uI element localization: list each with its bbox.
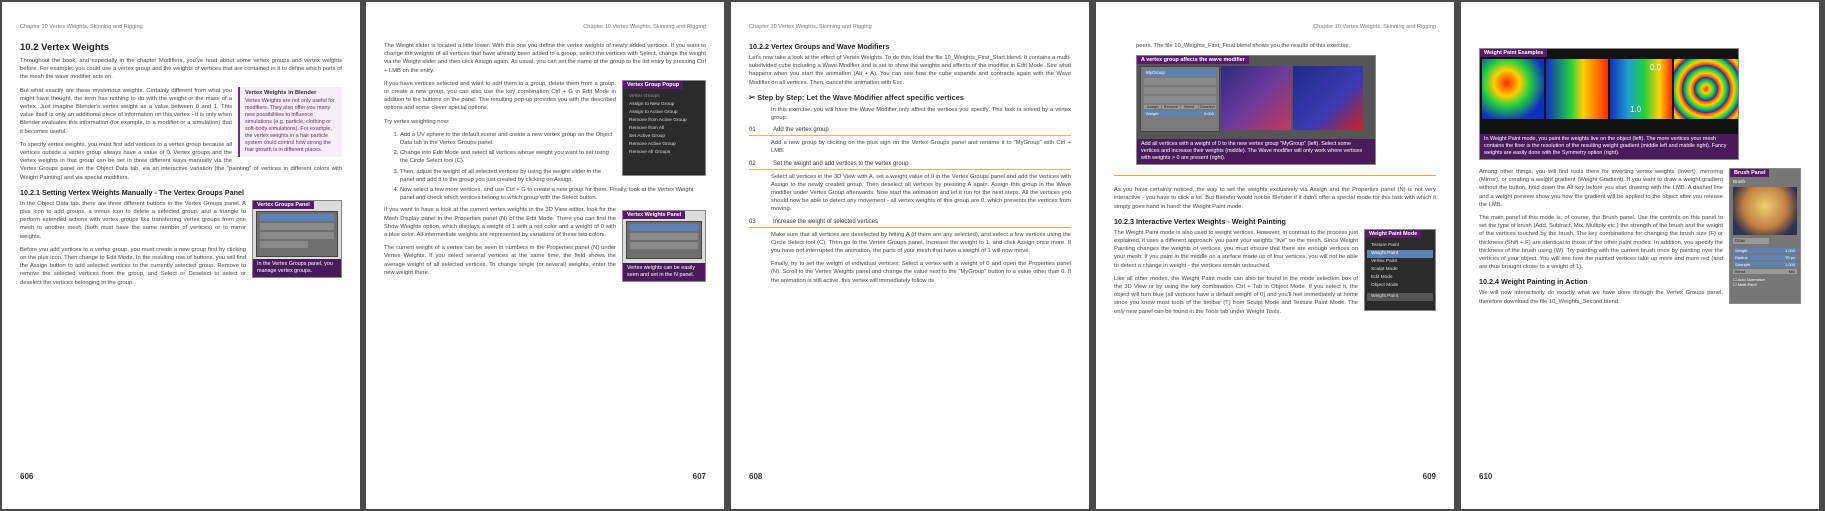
step-heading: 03 Increase the weight of selected vertices (749, 219, 1071, 228)
list-item: 2. Change into Edit Mode and select all vertices whose weight you want to set using the Circle Select tool (C). (400, 149, 706, 165)
brush-header[interactable]: Brush (1733, 179, 1746, 184)
menu-item[interactable]: Remove from Active Group (629, 117, 687, 123)
weight-label: 1.0 (1630, 105, 1642, 114)
paragraph: Let's now take a look at the effect of Vertex Weights. To do this, load the file 10_Weights_First_Start.blend. It contains a multi-subdivided cube including a Wave Modifier and is set to show the weights and effects of the modifier in Edit Mode. See what happens when you start the animation (Alt + A). You can see how the cube expands and contracts again with the Wave Modifier on all vertices. Then, cancel the animation with Esc. (749, 55, 1071, 86)
paragraph: Add a new group by clicking on the plus sign on the Vertex Groups panel and rename it to "MyGroup" with Ctrl + LMB. (771, 140, 1071, 155)
divider (1114, 175, 1436, 176)
paragraph: The Weight Paint mode is also used to weight vertices. However, in contrast to the process just explained, it uses a different approach: you paint your weights "live" on the mesh. Since Weight Painting changes the weights of vertices, you must ensure that there are enough vertices on your mesh. If you paint in the middle on a surface made up of four vertices, you will not be able to detect a change in weight - the vertices remain untouched. (1114, 229, 1358, 269)
vertex-group-popup-figure (622, 80, 706, 176)
panel-screenshot (256, 211, 338, 257)
menu-item[interactable]: Assign to New Group (629, 101, 675, 107)
figure-title: Weight Paint Examples (1480, 49, 1547, 57)
figure-title: A vertex group affects the wave modifier (1137, 56, 1249, 64)
paragraph: To specify vertex weights, you must first add vertices to a vertex group because all vertices outside a vertex group always have a value of 0. Vertex groups and the vertex weights in that group can be set in three different ways manually via the Vertex Groups panel on the Object Data tab, via an interactive variation (the "painting" of vertices in different colors with Weight Painting) and via special modifiers. (20, 141, 342, 181)
auto-normalize-checkbox[interactable]: ☐ Auto Normalize (1733, 277, 1765, 282)
assign-button[interactable]: Assign (1144, 105, 1161, 109)
figure-title: Weight Paint Mode (1365, 230, 1421, 238)
page-number: 610 (1479, 472, 1493, 481)
section-heading: 10.2 Vertex Weights (20, 42, 110, 53)
mode-menu (1367, 241, 1433, 302)
page-610 (1461, 2, 1819, 509)
paragraph: In this exercise, you will have the Wave Modifier only affect the vertices you specify. This task is solved by a vertex group. (771, 106, 1071, 122)
vertex-weights-figure (622, 210, 706, 282)
paragraph: In the Object Data tab, there are three different buttons in the Vertex Groups panel. A plus icon to add groups, a minus icon to delete a selected group, and a triangle to perform extended actions with vertex groups like transferring vertex groups from one mesh to another mesh (both must have the same number of vertices) or to mirror weights. (20, 200, 246, 240)
wave-modifier-figure (1136, 55, 1376, 165)
list-item: 3. Then, adjust the weight of all selected vertices by using the weight slider in the panel and add it to the group you just created by clicking on Assign. (400, 168, 706, 184)
heatmap-render (1674, 59, 1738, 119)
panel-screenshot (626, 221, 702, 259)
paragraph: Make sure that all vertices are deselected by hitting A (if there are any selected), and select a few vertices using the Circle Select tool (C). Then go to the Vertex Groups panel. Increase the weight to 1, and click Assign once more. If you have not interrupted the animation, the parts of your mesh that have a weight of 1 will now move. (771, 231, 1071, 255)
running-header: Chapter 10 Vertex Weights, Skinning and Rigging (583, 24, 706, 30)
running-header: Chapter 10 Vertex Weights, Skinning and Rigging (20, 24, 143, 30)
page-number: 606 (20, 472, 34, 481)
figure-title: Brush Panel (1730, 169, 1769, 177)
figure-title: Vertex Groups Panel (253, 201, 314, 209)
step-heading: 02 Set the weight and add vertices to the vertex group (749, 161, 1071, 170)
weight-paint-examples-figure (1479, 48, 1739, 160)
paragraph: If you want to have a look at the current vertex weights in the 3D View editor, look for the Mesh Display panel in the Properties panel (N) of the Edit Mode. There you can find the Show Weights option, which displays a weight of 1 with a red color and a weight of 0 with a blue color. All intermediate weights are represented by variations of these two colors. (384, 207, 616, 239)
paragraph: Before you add vertices to a vertex group, you must create a new group first by clicking on the plus icon. Then change to Edit Mode. In the resulting row of buttons, you will find the Assign button to add selected vertices to the currently selected group, Remove to remove the selected vertices from the group, and Select or Deselect to select or deselect the vertices belonging to the group. (20, 246, 246, 286)
wave-mesh-render (1293, 66, 1363, 130)
paragraph: The main panel of this mode is, of course, the Brush panel. Use the controls on this panel to set the type of brush (Add, Subtract, Mix, Multiply etc.) the strength of the brush and the weight of the vertices touched by the brush. The key combinations for changing the brush size (F) or thickness (Shift + F) are identical to those of the other paint modes. In addition, you specify the thickness of the brush using (W). Try painting with the current brush once by painting over the vertices of your object. You will see how the painted vertices take up more and more red (and are thus brought closer to a weight of 1). (1479, 215, 1723, 271)
strength-field[interactable]: Strength 1.000 (1735, 262, 1795, 267)
figure-title: Vertex Group Popup (623, 81, 683, 89)
paragraph: peers. The file 10_Weights_First_Final.blend shows you the results of this exercise. (1136, 43, 1351, 49)
menu-item[interactable]: Object Mode (1371, 282, 1399, 288)
weight-field[interactable]: Weight 1.000 (1735, 248, 1795, 253)
paragraph: We will now interactively do exactly what we have done through the Vertex Groups panel, therefore download the file 10_Weights_Second.blend. (1479, 290, 1723, 305)
paragraph: Try vertex weighting now: (384, 118, 450, 125)
paragraph: The Weight slider is located a little lower. With this one you define the vertex weights of newly added vertices. If you want to change the weights of all vertices that have already been added to a group, select the vertices with Select, change the weight via the Weight slider and then click Assign again. As usual, you can set the name of the group to the list entry by pressing Ctrl + LMB on the entry. (384, 43, 706, 74)
paragraph: Select all vertices in the 3D View with A, set a weight value of 0 in the Vertex Groups panel and add the vertices with Assign to the newly created group. Then deselect all vertices by pressing A again. Assign this group in the Wave modifier under Vertex Group afterwards. Now start the animation and let it run for the next steps. All the vertices you should now be able to detect any movement - all vertex weights of this group are 0, which prevents the vertices from moving. (771, 173, 1071, 213)
vertex-groups-figure (252, 200, 342, 278)
heatmap-render (1482, 59, 1544, 119)
weight-label: 0.0 (1650, 63, 1662, 72)
menu-item[interactable]: Sculpt Mode (1371, 266, 1398, 272)
page-606 (2, 2, 360, 509)
mode-selector[interactable]: Weight Paint (1367, 293, 1433, 301)
weight-paint-mode-figure (1364, 229, 1436, 311)
subsection-heading: 10.2.4 Weight Painting in Action (1479, 277, 1588, 287)
running-header: Chapter 10 Vertex Weights, Skinning and Rigging (749, 24, 872, 30)
page-number: 608 (749, 472, 763, 481)
paragraph: Among other things, you will find tools there for inverting vertex weights (Invert), mirroring (Mirror), or creating a weight gradient (Weight Gradient). If you want to draw a weight gradient without the button, hold down the Alt key before you start drawing with the LMB. A dashed line and a weight preview show you how the gradient will be applied to the object after you release the LMB. (1479, 169, 1723, 208)
paragraph: The current weight of a vertex can be seen in numbers in the Properties panel (N) under Vertex Weights. If you select several vertices at the same time, the field shows the average weight of all selected vertices. To change single (or several) weights, enter the new weight there. (384, 245, 616, 276)
step-by-step-title: ✂ Step by Step: Let the Wave Modifier affect specific vertices (749, 92, 964, 102)
figure-title: Vertex Weights Panel (623, 211, 685, 219)
list-item: 4. Now select a few more vertices, and use Ctrl + G to create a new group for them. Finally, look at the Vertex Weight panel and check which vertices belong to which group with the Select button. (400, 186, 706, 202)
paragraph: Finally, try to set the weight of individual vertices: Select a vertex with a weight of 0 and open the Properties panel (N). Scroll to the Vertex Weights panel and change the value next to the "MyGroup" button to a value other than 0. If the animation is still active, this vertex will immediately follow its (771, 261, 1071, 284)
figure-caption: Add all vertices with a weight of 0 to the new vertex group "MyGroup" (left). Select some vertices and increase their weights (middle). The Wave modifier will only work where vertices with weights > 0 are present (right). (1137, 139, 1375, 164)
brush-panel-figure (1729, 168, 1801, 304)
vertex-groups-panel (1140, 66, 1220, 132)
menu-item[interactable]: Vertex Paint (1371, 258, 1397, 264)
paragraph: Throughout the book, and especially in the chapter Modifiers, you've read about some vertex groups and vertex weights before. For example, you could use a vertex group and the weights of vertices that are contained in it to define which parts of the mesh the wave modifier acts on. (20, 58, 342, 81)
group-list-item[interactable]: MyGroup (1144, 69, 1216, 76)
paragraph: Like all other modes, the Weight Paint mode can also be found in the mode selection box of the 3D View or by using the key combination Ctrl + Tab in Object Mode. If you select it, the object will turn blue (all vertices have a default weight of 0) and you'll feel immediately at home since you know most tools of the toolbar (T) from Sculpt Mode and Texture Paint Mode. The only new panel can be found in the Tools tab under Weight Tools. (1114, 275, 1358, 315)
page-number: 607 (692, 472, 706, 481)
remove-button[interactable]: Remove (1163, 105, 1178, 110)
page-609 (1096, 2, 1454, 509)
figure-caption: In the Vertex Groups panel, you manage vertex groups. (253, 259, 341, 277)
sidebar-box (238, 87, 342, 157)
figure-caption: Vertex weights can be easily seen and set in the N panel. (623, 263, 705, 281)
menu-item[interactable]: Remove All Groups (629, 149, 671, 155)
menu-item: Vertex Groups (629, 93, 660, 99)
menu-item[interactable]: Remove from All (629, 125, 665, 131)
subsection-heading: 10.2.3 Interactive Vertex Weights - Weight Painting (1114, 216, 1286, 226)
blend-select[interactable]: Blend Mix (1735, 269, 1795, 274)
brush-mode-select[interactable]: Draw (1733, 238, 1769, 244)
brush-preview (1733, 187, 1797, 235)
tool-icon: ✂ (749, 92, 758, 102)
radius-field[interactable]: Radius 75 px (1735, 255, 1795, 260)
running-header: Chapter 10 Vertex Weights, Skinning and Rigging (1313, 24, 1436, 30)
deselect-button[interactable]: Deselect (1199, 105, 1215, 110)
sidebar-title: Vertex Weights in Blender (245, 89, 317, 96)
paragraph: As you have certainly noticed, the way to set the weights exclusively via Assign and the Properties panel (N) is not very interactive - you have to click a lot. But Blender would not be Blender if it didn't offer a special mode for this task with which it simply goes hand in hand: the Weight Paint mode. (1114, 187, 1436, 210)
weight-slider[interactable]: Weight 0.000 (1146, 111, 1214, 117)
menu-item[interactable]: Edit Mode (1371, 274, 1393, 280)
multi-paint-checkbox[interactable]: ☐ Multi-Paint (1733, 282, 1757, 287)
figure-caption: In Weight Paint mode, you paint the weights live on the object (left). The more vertices your mesh contains the finer is the resolution of the resulting weight gradient (middle left and middle right). Fancy weights are easily done with the Symmetry option (right). (1480, 134, 1738, 159)
page-608 (731, 2, 1089, 509)
menu-item[interactable]: Assign to Active Group (629, 109, 678, 115)
select-button[interactable]: Select (1181, 105, 1198, 109)
step-heading: 01 Add the vertex group (749, 127, 1071, 136)
subsection-heading: 10.2.1 Setting Vertex Weights Manually - The Vertex Groups Panel (20, 187, 244, 197)
menu-item[interactable]: Texture Paint (1371, 242, 1399, 248)
page-607 (366, 2, 724, 509)
popup-menu (625, 92, 703, 158)
paragraph: But what exactly are these mysterious weights. Certainly different from what you might have thought, the term has nothing to do with the weight or the mass of a vertex. Just imagine Blender's vertex weight as a value between 0 and 1. This value itself is only an additional piece of information on this vertex - it is only when Blender evaluates this information (for example, in a modifier or a simulation) that it becomes useful. (20, 87, 232, 135)
subsection-heading: 10.2.2 Vertex Groups and Wave Modifiers (749, 42, 890, 51)
menu-item[interactable]: Weight Paint (1367, 250, 1433, 258)
menu-item[interactable]: Set Active Group (629, 133, 665, 139)
wave-mesh-render (1221, 66, 1291, 130)
page-number: 609 (1422, 472, 1436, 481)
menu-item[interactable]: Remove Active Group (629, 141, 676, 147)
list-item: 1. Add a UV sphere to the default scene and create a new vertex group on the Object Data tab in the Vertex Groups panel. (400, 131, 706, 147)
paragraph: If you have vertices selected and want to add them to a group, delete them from a group, or create a new group, you can also use the key combination Ctrl + G in Edit Mode in addition to the buttons on the panel. The resulting pop-up provides you with the described options and some clever special options. (384, 80, 616, 112)
heatmap-render (1546, 59, 1608, 119)
sidebar-body: Vertex Weights are not only useful for modifiers. They also offer you many new possibilities to influence simulations (e.g. particle, clothing or soft-body simulations). For example, the vertex weights in a hair particle system could control how strong the hair growth is in different places. (245, 97, 335, 153)
